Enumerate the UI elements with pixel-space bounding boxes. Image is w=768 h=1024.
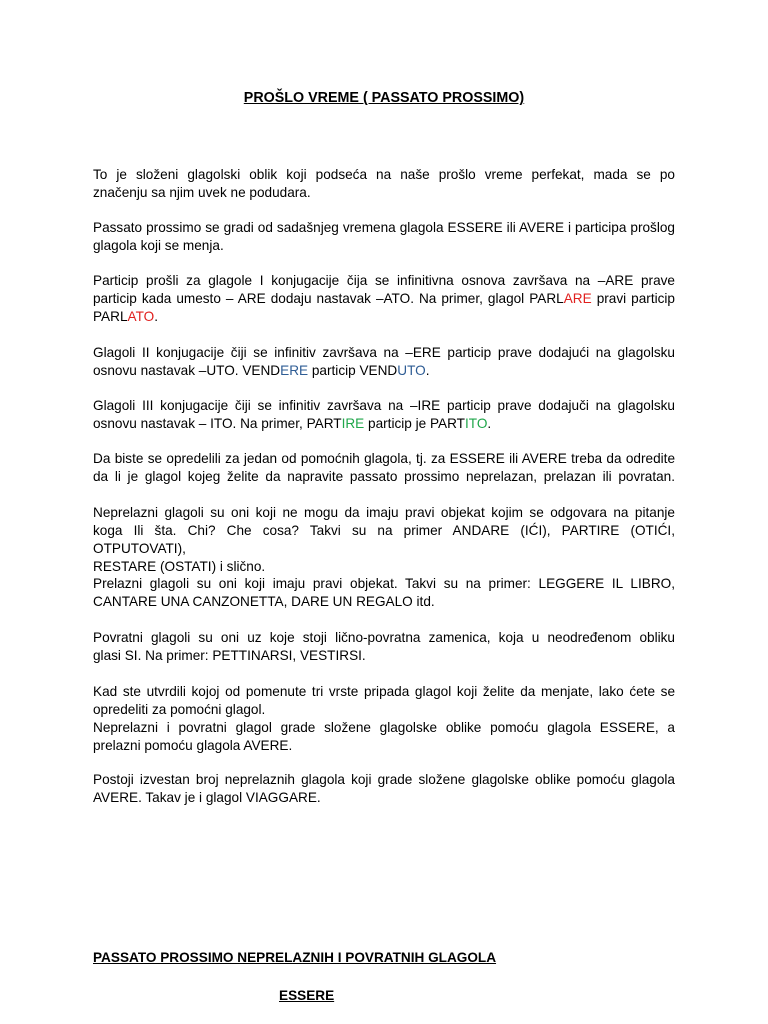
text-segment: particip kada umesto – ARE dodaju nastavak –ATO. Na primer, glagol PARL xyxy=(93,291,564,306)
paragraph-line: Da biste se opredelili za jedan od pomoćnih glagola, tj. za ESSERE ili AVERE treba da odredite xyxy=(93,451,675,466)
paragraph-line xyxy=(93,362,675,380)
paragraph-line: Neprelazni glagoli su oni koji ne mogu da imaju pravi objekat kojim se odgovara na pitanje xyxy=(93,505,675,520)
text-segment: particip VEND xyxy=(308,363,398,378)
paragraph-second-conjugation xyxy=(93,344,675,380)
text-segment: osnovu nastavak – ITO. Na primer, PART xyxy=(93,416,342,431)
paragraph-line: Povratni glagoli su oni uz koje stoji lično-povratna zamenica, koja u neodređenom obliku xyxy=(93,630,675,645)
highlight-ending: ITO xyxy=(464,416,488,431)
text-segment: osnovu nastavak –UTO. VEND xyxy=(93,363,281,378)
paragraph-line: Passato prossimo se gradi od sadašnjeg vremena glagola ESSERE ili AVERE i participa prošlog xyxy=(93,220,675,235)
paragraph-line xyxy=(93,308,675,326)
text-segment: pravi particip xyxy=(591,291,675,306)
section-heading: PASSATO PROSSIMO NEPRELAZNIH I POVRATNIH GLAGOLA xyxy=(93,950,497,965)
text-segment: . xyxy=(487,416,492,431)
page-title: PROŠLO VREME ( PASSATO PROSSIMO) xyxy=(243,90,525,106)
text-segment: particip je PART xyxy=(364,416,465,431)
paragraph-third-conjugation xyxy=(93,397,675,433)
paragraph-line: Glagoli III konjugacije čiji se infinitiv završava na –IRE particip prave dodajuči na glagolsku xyxy=(93,398,675,413)
paragraph-line xyxy=(93,415,675,433)
paragraph-intro xyxy=(93,166,675,202)
text-segment: . xyxy=(154,309,158,324)
paragraph-line: RESTARE (OSTATI) i slično. xyxy=(93,559,266,574)
paragraph-first-conjugation xyxy=(93,272,675,326)
paragraph-line: To je složeni glagolski oblik koji podseća na naše prošlo vreme perfekat, mada se po xyxy=(93,167,675,182)
paragraph-line: glasi SI. Na primer: PETTINARSI, VESTIRSI. xyxy=(93,648,366,663)
paragraph-line: Prelazni glagoli su oni koji imaju pravi objekat. Takvi su na primer: LEGGERE IL LIBRO, xyxy=(93,576,675,591)
highlight-ending: UTO xyxy=(397,363,426,378)
paragraph-line xyxy=(93,290,675,308)
paragraph-line: opredeliti za pomoćni glagol. xyxy=(93,702,266,717)
paragraph-line: značenju sa njim uvek ne podudara. xyxy=(93,185,311,200)
paragraph-intransitive xyxy=(93,504,675,576)
highlight-ending: ERE xyxy=(280,363,309,378)
paragraph-line: Glagoli II konjugacije čiji se infinitiv završava na –ERE particip prave dodajući na glagolsku xyxy=(93,345,675,360)
paragraph-line: prelazni pomoću glagola AVERE. xyxy=(93,738,293,753)
highlight-ending: ARE xyxy=(563,291,592,306)
paragraph-formation xyxy=(93,219,675,255)
paragraph-line: glagola koji se menja. xyxy=(93,238,224,253)
paragraph-transitive xyxy=(93,575,675,611)
paragraph-line: CANTARE UNA CANZONETTA, DARE UN REGALO itd. xyxy=(93,594,435,609)
paragraph-line: Neprelazni i povratni glagol grade složene glagolske oblike pomoću glagola ESSERE, a xyxy=(93,720,675,735)
text-segment: . xyxy=(425,363,430,378)
paragraph-reflexive xyxy=(93,629,675,665)
paragraph-line: koga Ili šta. Chi? Che cosa? Takvi su na primer ANDARE (IĆI), PARTIRE (OTIĆI, OTPUTOVATI), xyxy=(93,523,675,556)
text-segment: PARL xyxy=(93,309,128,324)
paragraph-line: Postoji izvestan broj neprelaznih glagola koji grade složene glagolske oblike pomoću glagola xyxy=(93,772,675,787)
paragraph-conclusion xyxy=(93,683,675,755)
paragraph-line: Kad ste utvrdili kojoj od pomenute tri vrste pripada glagol koji želite da menjate, lako ćete se xyxy=(93,684,675,699)
paragraph-line: Particip prošli za glagole I konjugacije čija se infinitivna osnova završava na –ARE prave xyxy=(93,273,675,288)
highlight-ending: IRE xyxy=(341,416,365,431)
paragraph-line: da li je glagol kojeg želite da napravite passato prossimo neprelazan, prelazan ili povratan. xyxy=(93,469,675,484)
subheading-essere: ESSERE xyxy=(279,988,335,1003)
paragraph-line: AVERE. Takav je i glagol VIAGGARE. xyxy=(93,790,321,805)
paragraph-auxiliary-choice xyxy=(93,450,675,486)
paragraph-exceptions xyxy=(93,771,675,807)
highlight-ending: ATO xyxy=(127,309,155,324)
